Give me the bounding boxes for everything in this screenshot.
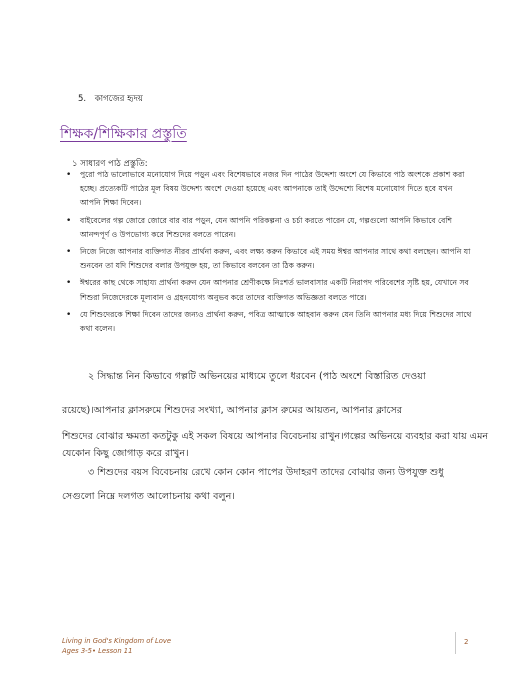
sub-heading: ১ সাধারণ পাঠ প্রস্তুতি:	[72, 159, 148, 169]
paragraph-2-line-2: রয়েছে)।আপনার ক্লাসরুমে শিশুদের সংখ্যা, আপনার ক্লাস রুমের আয়তন, আপনার ক্লাসের	[62, 405, 402, 416]
bullet-text: নিজে নিজে আপনার ব্যক্তিগত নীরব প্রার্থনা করুন, এবং লক্ষ্য করুন কিভাবে এই সময় ঈশ্বর আপনার সাথে কথা বলছেন। আপনি যা শুনবেন তা যদি শিশুদের বলার উপযুক্ত হয়, তা কিভাবে বলবেন তা ঠিক করুন।	[80, 247, 471, 271]
bullet-icon: •	[66, 278, 72, 289]
footer-line-2: Ages 3-5• Lesson 11	[62, 647, 133, 655]
bullet-item	[62, 168, 474, 211]
paragraph-3-line-2: সেগুলো নিম্নে দলগত আলোচনায় কথা বলুন।	[62, 491, 235, 502]
bullet-item	[62, 245, 474, 273]
bullet-icon: •	[66, 215, 72, 226]
bullet-text: ঈশ্বরের কাছ থেকে সাহায্য প্রার্থনা করুন যেন আপনার শ্রেণীকক্ষে নিঃশর্ত ভালবাসার একটি নিরাপদ পরিবেশের সৃষ্টি হয়, যেখানে সব শিশুরা নিজেদেরকে মূল্যবান ও গ্রহনযোগ্য অনুভব করে তাদের ব্যক্তিগত অভিজ্ঞতা বলতে পারে।	[80, 278, 469, 302]
bullet-text: যে শিশুদেরকে শিক্ষা দিবেন তাদের জন্যও প্রার্থনা করুন, পবিত্র আত্মাকে আহবান করুন যেন তিনি আপনার মধ্য দিয়ে শিশুদের সাথে কথা বলেন।	[80, 309, 472, 334]
footer-title	[62, 636, 171, 656]
bullet-list	[62, 168, 474, 339]
bullet-icon: •	[66, 247, 72, 258]
footer-line-1: Living in God's Kingdom of Love	[62, 637, 172, 645]
section-title: শিক্ষক/শিক্ষিকার প্রস্তুতি	[60, 126, 187, 142]
footer-divider	[455, 632, 456, 654]
bullet-item	[62, 276, 474, 304]
bullet-icon: •	[66, 170, 72, 180]
paragraph-2-line-1: ২ সিদ্ধান্ত নিন কিভাবে গল্পটি অভিনয়ের মাধ্যমে তুলে ধরবেন (পাঠ অংশে বিস্তারিত দেওয়া	[88, 371, 426, 382]
bullet-icon: •	[66, 309, 72, 320]
page-number: 2	[464, 638, 469, 646]
list-number: 5.	[78, 94, 87, 104]
bullet-text: বাইবেলের গল্প জোরে জোরে বার বার পড়ুন, যেন আপনি পরিকল্পনা ও চর্চা করতে পারেন যে, গল্পগুলো আপনি কিভাবে বেশি আনন্দপূর্ণ ও উপভোগ্য করে শিশুদের বলতে পারেন।	[80, 215, 452, 239]
bullet-text: পুরো পাঠ ভালোভাবে মনোযোগ দিয়ে পড়ুন এবং বিশেষভাবে নজর দিন পাঠের উদ্দেশ্য অংশে যে কিভাবে পাঠ অংশকে প্রকাশ করা হচ্ছে। প্রত্যেকটি পাঠের মূল বিষয় উদ্দেশ্য অংশে দেওয়া হয়েছে এবং আপনাকে তাই উদ্দেশ্যে বিশেষ মনোযোগ দিতে হবে যখন আপনি শিক্ষা দিবেন।	[80, 170, 465, 208]
bullet-item	[62, 308, 474, 336]
list-item-5	[78, 92, 143, 106]
list-text: কাগজের হৃদয়	[94, 94, 143, 104]
paragraph-3-line-1: ৩ শিশুদের বয়স বিবেচনায় রেখে কোন কোন পাপের উদাহরণ তাদের বোঝার জন্য উপযুক্ত শুধু	[88, 467, 444, 478]
paragraph-2-continued: শিশুদের বোঝার ক্ষমতা কতটুকু এই সকল বিষয়ে আপনার বিবেচনায় রাখুন।গল্পের অভিনয়ে ব্যবহার করা যায় এমন যেকোন কিছু জোগাড় করে রাখুন।	[62, 431, 489, 459]
bullet-item	[62, 214, 474, 242]
